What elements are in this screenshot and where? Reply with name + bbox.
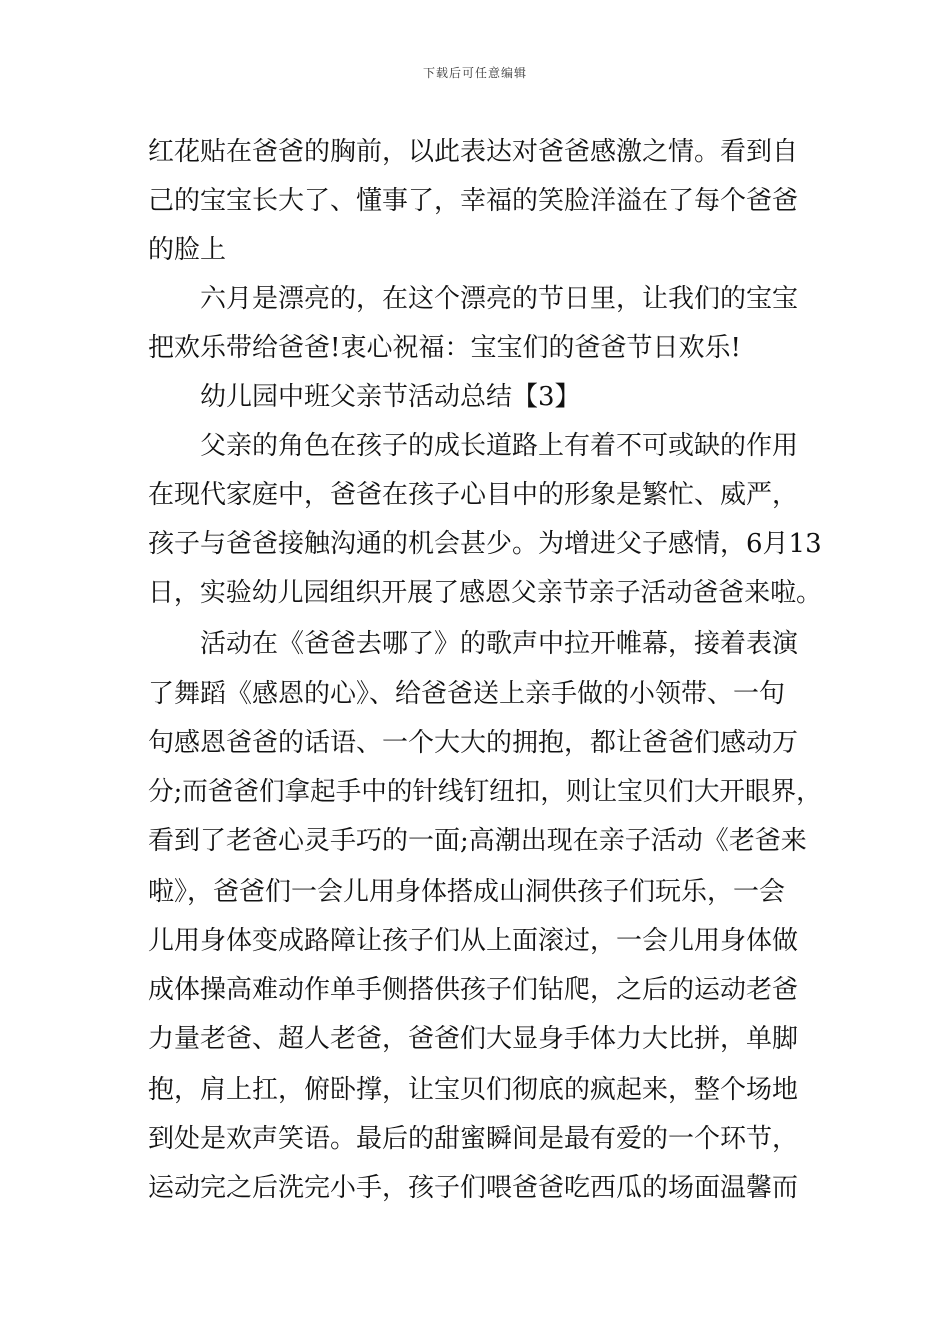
body-line: 的脸上 bbox=[148, 235, 227, 265]
body-line: 句感恩爸爸的话语、一个大大的拥抱，都让爸爸们感动万 bbox=[148, 728, 799, 758]
body-line: 抱，肩上扛，俯卧撑，让宝贝们彻底的疯起来，整个场地 bbox=[148, 1075, 799, 1105]
body-line: 六月是漂亮的，在这个漂亮的节日里，让我们的宝宝 bbox=[200, 284, 799, 314]
section-heading: 幼儿园中班父亲节活动总结【3】 bbox=[200, 382, 581, 412]
page-header: 下载后可任意编辑 bbox=[422, 66, 527, 80]
body-line: 看到了老爸心灵手巧的一面;高潮出现在亲子活动《老爸来 bbox=[148, 826, 807, 856]
body-line: 把欢乐带给爸爸!衷心祝福：宝宝们的爸爸节日欢乐! bbox=[148, 333, 741, 363]
body-line: 到处是欢声笑语。最后的甜蜜瞬间是最有爱的一个环节， bbox=[148, 1124, 799, 1154]
body-line: 运动完之后洗完小手，孩子们喂爸爸吃西瓜的场面温馨而 bbox=[148, 1173, 799, 1203]
body-line: 力量老爸、超人老爸，爸爸们大显身手体力大比拼，单脚 bbox=[148, 1024, 799, 1054]
body-line: 儿用身体变成路障让孩子们从上面滚过，一会儿用身体做 bbox=[148, 926, 799, 956]
body-line: 孩子与爸爸接触沟通的机会甚少。为增进父子感情，6月13 bbox=[148, 529, 822, 559]
body-line: 成体操高难动作单手侧搭供孩子们钻爬，之后的运动老爸 bbox=[148, 975, 799, 1005]
body-line: 日，实验幼儿园组织开展了感恩父亲节亲子活动爸爸来啦。 bbox=[148, 578, 822, 608]
body-line: 分;而爸爸们拿起手中的针线钉纽扣，则让宝贝们大开眼界， bbox=[148, 777, 822, 807]
body-line: 在现代家庭中，爸爸在孩子心目中的形象是繁忙、威严， bbox=[148, 480, 799, 510]
body-line: 己的宝宝长大了、懂事了，幸福的笑脸洋溢在了每个爸爸 bbox=[148, 186, 799, 216]
body-line: 活动在《爸爸去哪了》的歌声中拉开帷幕，接着表演 bbox=[200, 629, 799, 659]
body-line: 了舞蹈《感恩的心》、给爸爸送上亲手做的小领带、一句 bbox=[148, 679, 786, 709]
body-line: 红花贴在爸爸的胸前，以此表达对爸爸感激之情。看到自 bbox=[148, 137, 799, 167]
body-line: 父亲的角色在孩子的成长道路上有着不可或缺的作用 bbox=[200, 431, 799, 461]
body-line: 啦》，爸爸们一会儿用身体搭成山洞供孩子们玩乐，一会 bbox=[148, 877, 786, 907]
